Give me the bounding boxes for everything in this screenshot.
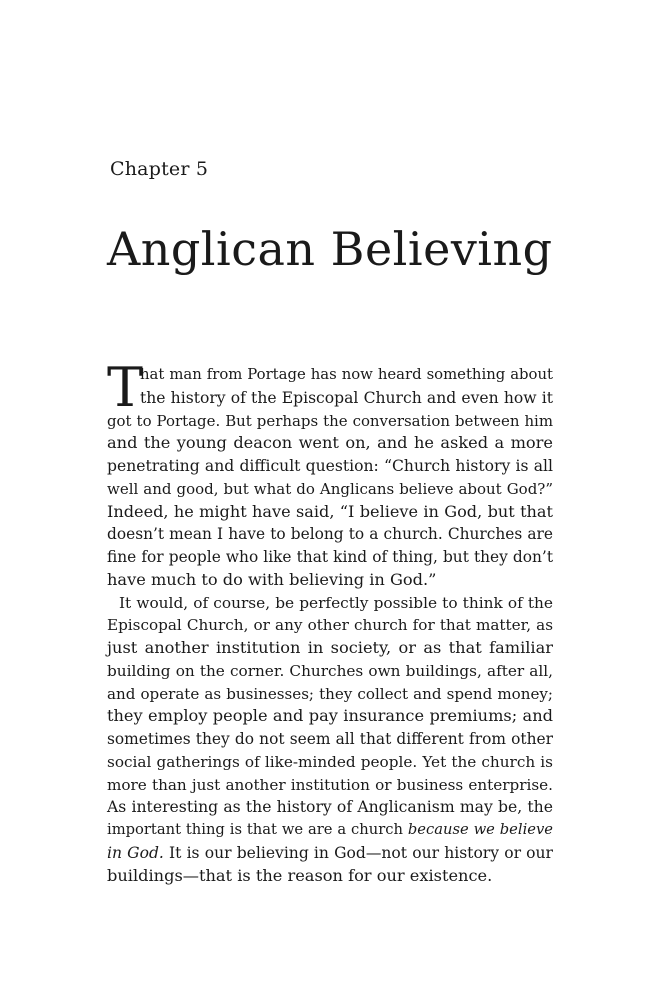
paragraph-2-line: buildings—that is the reason for our existence. [107, 865, 493, 885]
paragraph-1-line: fine for people who like that kind of thing, but they don’t [107, 548, 553, 566]
emphasis: because we believe [407, 821, 553, 838]
paragraph-2-line: they employ people and pay insurance premiums; and [107, 706, 553, 726]
paragraph-2-line [107, 819, 553, 842]
paragraph-1-line: have much to do with believing in God.” [107, 569, 437, 589]
paragraph-2-line: It would, of course, be perfectly possible to think of the [119, 593, 553, 612]
paragraph-1-line: the history of the Episcopal Church and even how it [140, 388, 553, 407]
paragraph-1-line: Indeed, he might have said, “I believe in God, but that [107, 501, 553, 521]
paragraph-2-line [107, 842, 553, 865]
paragraph-2-line: building on the corner. Churches own buildings, after all, [107, 661, 553, 680]
chapter-number: Chapter 5 [110, 158, 209, 180]
paragraph-1-line: well and good, but what do Anglicans believe about God?” [107, 479, 553, 498]
text-run: important thing is that we are a church [107, 821, 408, 838]
paragraph-1-line: got to Portage. But perhaps the conversation between him [107, 411, 553, 430]
chapter-title: Anglican Believing [107, 222, 553, 276]
paragraph-2-line: sometimes they do not seem all that different from other [107, 730, 553, 748]
paragraph-2-line: and operate as businesses; they collect and spend money; [107, 684, 553, 703]
paragraph-1-line: hat man from Portage has now heard something about [140, 366, 553, 383]
paragraph-2-line: just another institution in society, or as that familiar [107, 638, 553, 657]
paragraph-2-line: more than just another institution or business enterprise. [107, 775, 553, 794]
paragraph-1-line: doesn’t mean I have to belong to a church. Churches are [107, 525, 553, 544]
paragraph-1-line: penetrating and difficult question: “Church history is all [107, 457, 553, 475]
paragraph-1-line: and the young deacon went on, and he asked a more [107, 433, 553, 453]
chapter-body [107, 356, 553, 887]
drop-cap: T [107, 356, 144, 419]
paragraph-2-line: As interesting as the history of Anglicanism may be, the [107, 797, 553, 817]
text-run: It is our believing in God—not our history or our [163, 843, 553, 862]
paragraph-2-line: social gatherings of like-minded people. Yet the church is [107, 752, 553, 771]
emphasis: in God. [107, 843, 164, 862]
paragraph-2-line: Episcopal Church, or any other church for that matter, as [107, 616, 553, 635]
